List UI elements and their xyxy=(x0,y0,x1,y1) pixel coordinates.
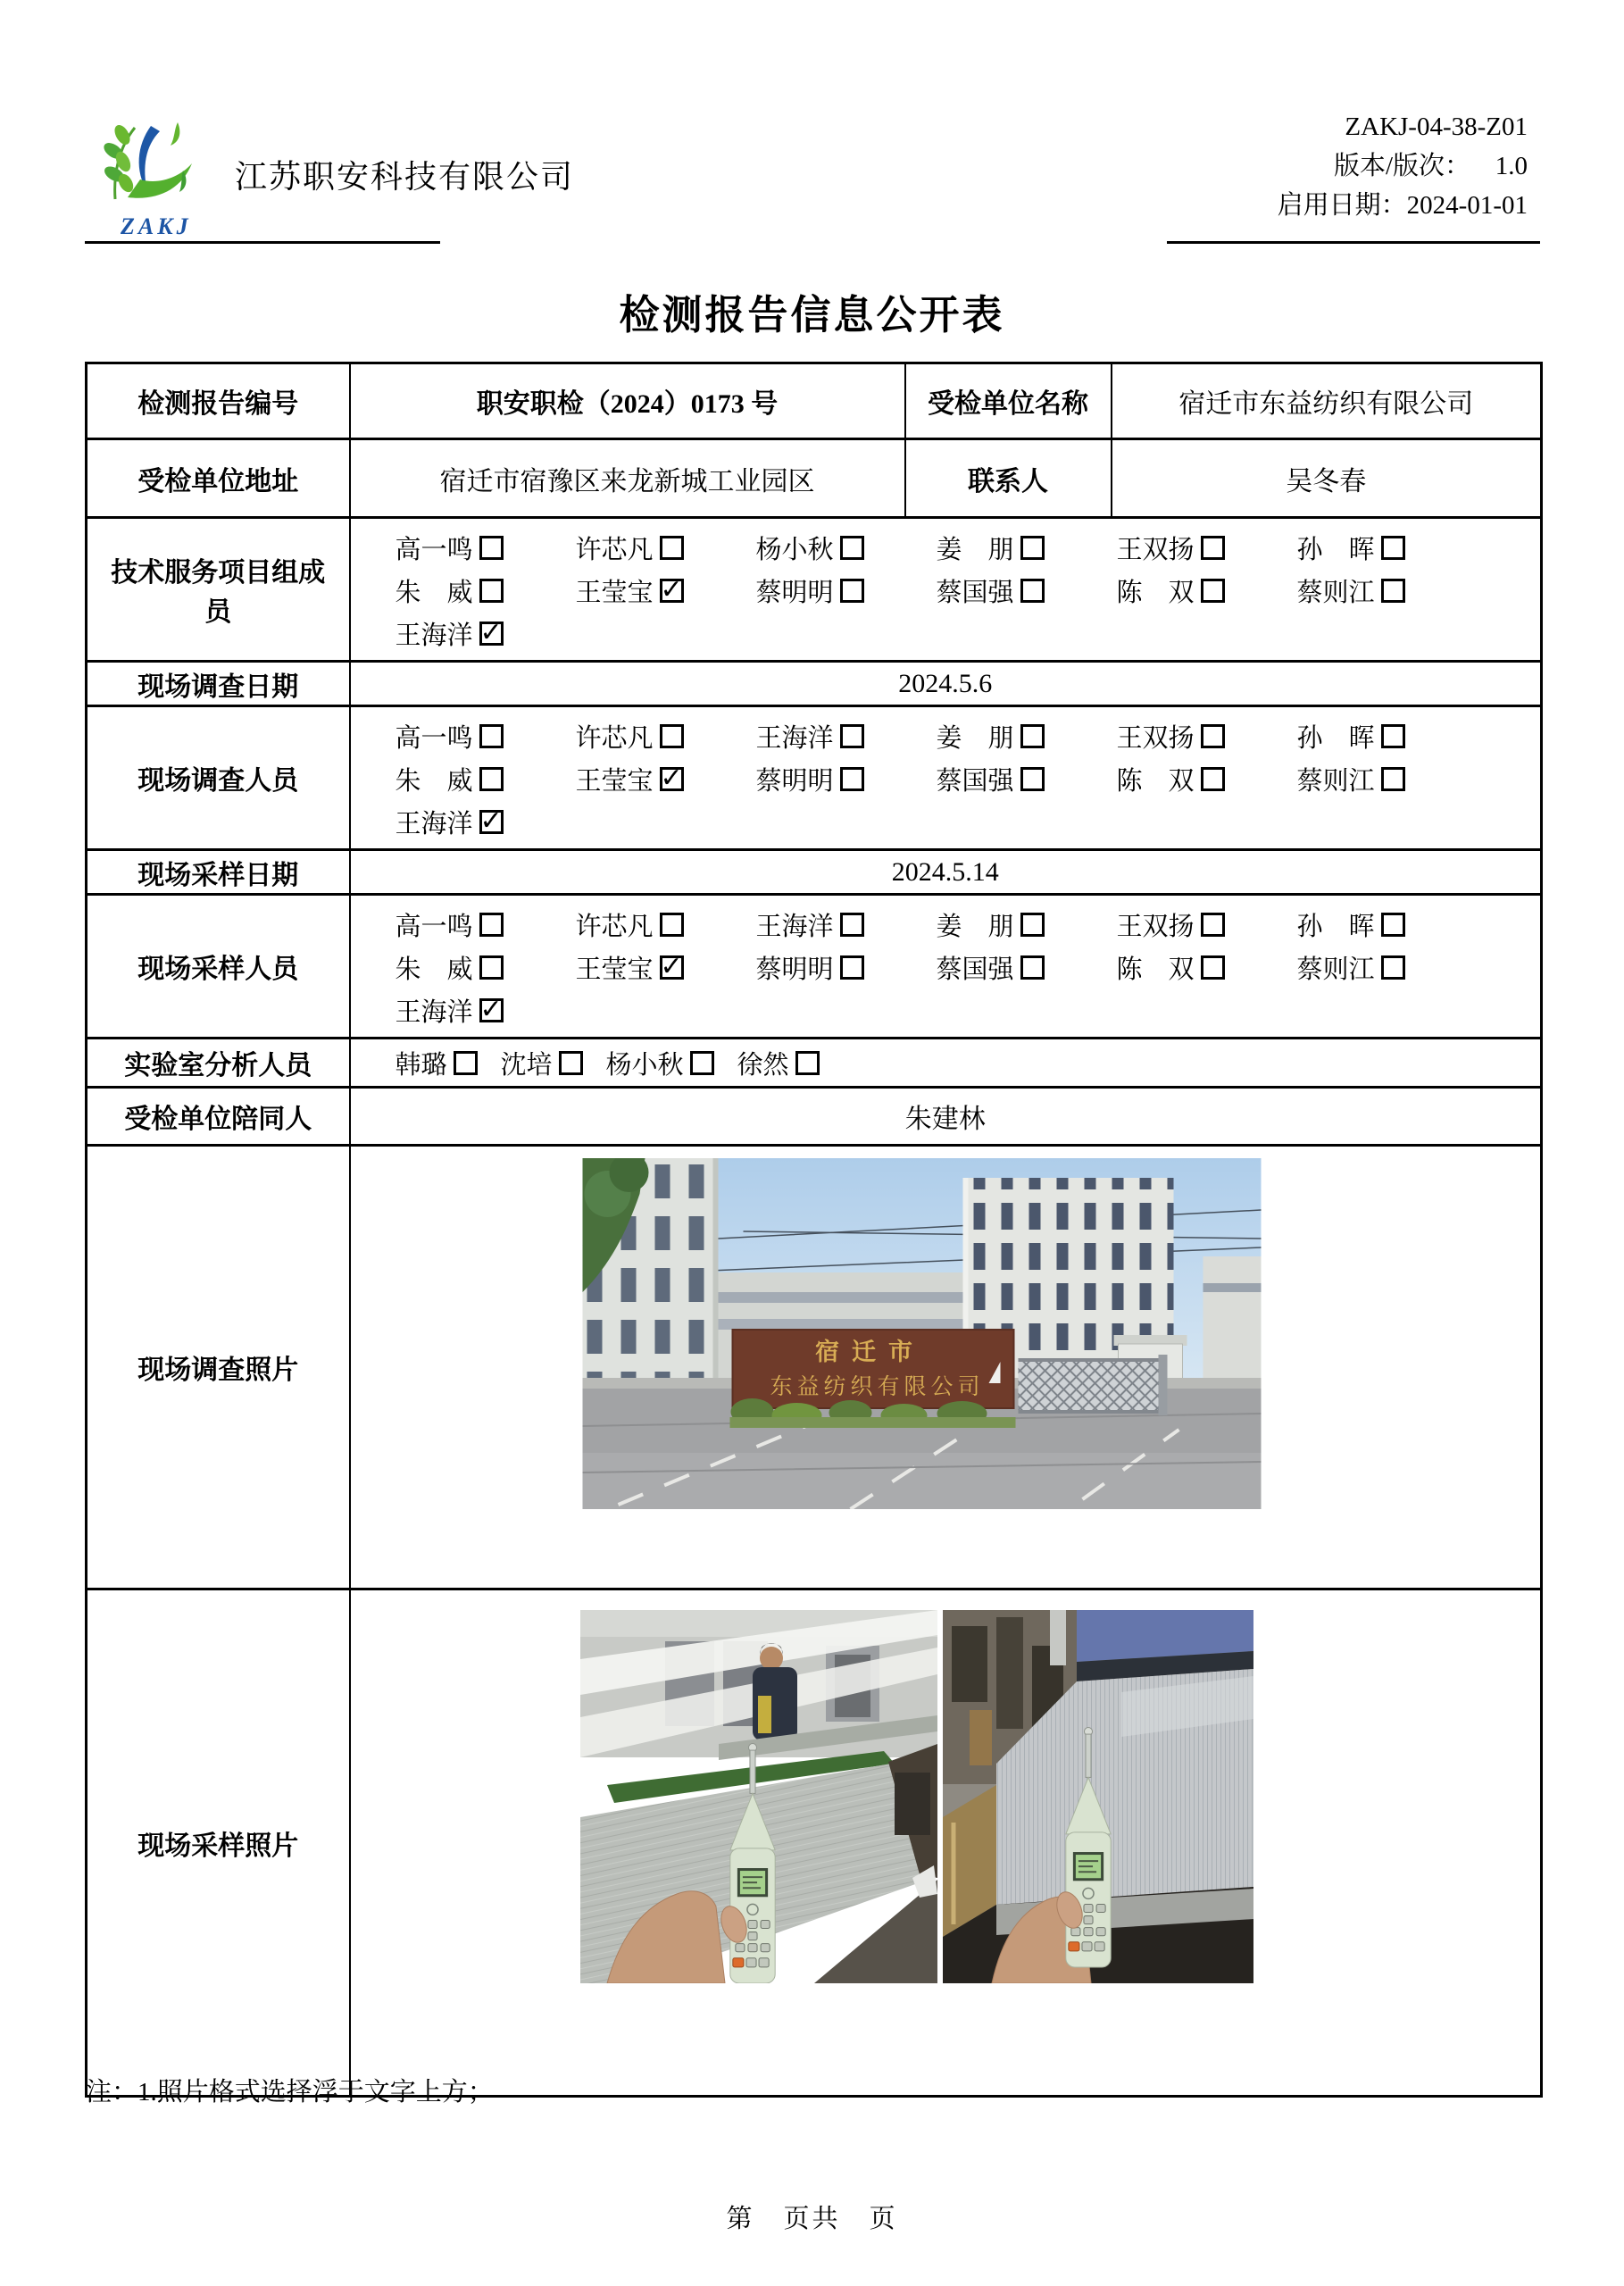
personnel-item xyxy=(1117,949,1297,986)
checkbox[interactable] xyxy=(479,724,504,748)
personnel-item xyxy=(937,572,1117,609)
personnel-item xyxy=(396,718,576,755)
survey-staff-label: 现场调查人员 xyxy=(87,706,350,850)
factory-sign-line2: 东益纺织有限公司 xyxy=(770,1375,985,1399)
personnel-item xyxy=(576,906,756,943)
person-name: 徐然 xyxy=(737,1050,789,1080)
checkbox[interactable] xyxy=(1381,913,1405,937)
personnel-item xyxy=(1297,761,1478,797)
person-name: 陈 双 xyxy=(1116,955,1195,984)
start-date-label: 启用日期： xyxy=(1277,191,1407,220)
person-name: 陈 双 xyxy=(1116,766,1195,796)
table-row xyxy=(87,1039,1542,1088)
sampling-date-value: 2024.5.14 xyxy=(350,850,1542,895)
personnel-item xyxy=(1117,761,1297,797)
table-row xyxy=(87,706,1542,850)
personnel-item xyxy=(756,572,937,609)
checkbox[interactable] xyxy=(559,1051,583,1075)
logo-text: ZAKJ xyxy=(121,213,192,239)
table-row xyxy=(87,439,1542,518)
personnel-item xyxy=(576,572,756,609)
checkbox[interactable] xyxy=(1201,579,1225,603)
person-name: 王海洋 xyxy=(395,997,473,1027)
checkbox[interactable]: ✓ xyxy=(479,617,503,648)
checkbox[interactable] xyxy=(479,536,504,560)
unit-name-value: 宿迁市东益纺织有限公司 xyxy=(1112,363,1542,439)
checkbox[interactable] xyxy=(479,913,504,937)
sampling-staff-label: 现场采样人员 xyxy=(87,895,350,1039)
version-value: 1.0 xyxy=(1495,152,1528,180)
checkbox[interactable] xyxy=(1201,767,1225,791)
doc-control-block xyxy=(1156,107,1540,225)
checkbox[interactable] xyxy=(1201,913,1225,937)
personnel-item xyxy=(396,761,576,797)
report-no-label: 检测报告编号 xyxy=(87,363,350,439)
personnel-item xyxy=(756,761,937,797)
version-label: 版本/版次： xyxy=(1333,152,1470,180)
personnel-item xyxy=(1297,530,1478,566)
person-name: 王莹宝 xyxy=(575,766,654,796)
person-name: 杨小秋 xyxy=(605,1050,684,1080)
person-name: 王莹宝 xyxy=(575,955,654,984)
personnel-item xyxy=(396,1045,478,1081)
personnel-item xyxy=(1117,530,1297,566)
checkbox[interactable] xyxy=(795,1051,820,1075)
personnel-item xyxy=(1297,718,1478,755)
checkbox-line xyxy=(396,526,1541,569)
checkbox[interactable] xyxy=(840,767,864,791)
person-name: 王海洋 xyxy=(395,809,473,838)
doc-code: ZAKJ-04-38-Z01 xyxy=(1345,113,1528,141)
person-name: 姜 朋 xyxy=(936,535,1014,564)
checkbox-line xyxy=(396,569,1541,612)
person-name: 蔡则江 xyxy=(1296,766,1375,796)
checkbox[interactable] xyxy=(1381,579,1405,603)
checkbox[interactable]: ✓ xyxy=(660,574,683,605)
person-name: 蔡明明 xyxy=(755,955,834,984)
person-name: 蔡国强 xyxy=(936,766,1014,796)
checkbox[interactable] xyxy=(840,913,864,937)
checkbox[interactable] xyxy=(1020,955,1045,980)
sampling-date-label: 现场采样日期 xyxy=(87,850,350,895)
personnel-item xyxy=(576,761,756,797)
checkbox[interactable] xyxy=(840,536,864,560)
checkbox-line xyxy=(396,946,1541,989)
report-info-table xyxy=(85,362,1543,2098)
personnel-item xyxy=(396,530,576,566)
person-name: 王海洋 xyxy=(395,621,473,650)
personnel-item xyxy=(606,1045,714,1081)
personnel-item xyxy=(1297,906,1478,943)
address-value: 宿迁市宿豫区来龙新城工业园区 xyxy=(350,439,905,518)
checkbox[interactable] xyxy=(479,955,504,980)
lab-staff-label: 实验室分析人员 xyxy=(87,1039,350,1088)
personnel-item xyxy=(756,530,937,566)
contact-value: 吴冬春 xyxy=(1112,439,1542,518)
personnel-item xyxy=(756,949,937,986)
checkbox[interactable] xyxy=(1381,536,1405,560)
sampling-staff-cell xyxy=(350,895,1542,1039)
person-name: 许芯凡 xyxy=(575,723,654,753)
person-name: 韩璐 xyxy=(395,1050,447,1080)
footnote: 注：1.照片格式选择浮于文字上方； xyxy=(86,2078,494,2107)
table-row xyxy=(87,518,1542,662)
person-name: 孙 晖 xyxy=(1296,723,1375,753)
personnel-item xyxy=(1117,718,1297,755)
companion-label: 受检单位陪同人 xyxy=(87,1088,350,1146)
person-name: 蔡则江 xyxy=(1296,955,1375,984)
person-name: 王海洋 xyxy=(755,723,834,753)
checkbox[interactable] xyxy=(840,724,864,748)
person-name: 王海洋 xyxy=(755,912,834,941)
person-name: 孙 晖 xyxy=(1296,912,1375,941)
doc-date-line xyxy=(1156,186,1528,225)
start-date-value: 2024-01-01 xyxy=(1406,191,1528,220)
page-title: 检测报告信息公开表 xyxy=(619,293,1005,338)
checkbox-line xyxy=(396,757,1541,800)
checkbox[interactable]: ✓ xyxy=(660,951,683,982)
checkbox[interactable] xyxy=(1201,955,1225,980)
personnel-item xyxy=(937,761,1117,797)
personnel-item xyxy=(937,718,1117,755)
person-name: 王双扬 xyxy=(1116,535,1195,564)
checkbox-line xyxy=(396,1041,1541,1084)
checkbox-line xyxy=(396,989,1541,1031)
checkbox[interactable] xyxy=(1381,955,1405,980)
person-name: 高一鸣 xyxy=(395,535,473,564)
person-name: 许芯凡 xyxy=(575,535,654,564)
personnel-item xyxy=(396,804,576,840)
personnel-item xyxy=(756,906,937,943)
checkbox[interactable] xyxy=(1020,767,1045,791)
personnel-item xyxy=(396,615,576,652)
team-members-cell xyxy=(350,518,1542,662)
checkbox-line xyxy=(396,903,1541,946)
table-row xyxy=(87,1088,1542,1146)
checkbox[interactable] xyxy=(660,536,684,560)
person-name: 沈培 xyxy=(500,1050,553,1080)
survey-date-label: 现场调查日期 xyxy=(87,662,350,706)
person-name: 朱 威 xyxy=(395,955,473,984)
table-row xyxy=(87,850,1542,895)
survey-date-value: 2024.5.6 xyxy=(350,662,1542,706)
table-row xyxy=(87,363,1542,439)
checkbox[interactable]: ✓ xyxy=(660,763,683,794)
sampling-photo-left xyxy=(580,1610,937,1983)
personnel-item xyxy=(756,718,937,755)
person-name: 蔡国强 xyxy=(936,578,1014,607)
checkbox[interactable] xyxy=(1020,913,1045,937)
checkbox[interactable] xyxy=(479,767,504,791)
logo-leaves-icon xyxy=(96,111,203,211)
checkbox[interactable] xyxy=(454,1051,478,1075)
checkbox[interactable] xyxy=(479,579,504,603)
factory-sign-line1: 宿迁市 xyxy=(815,1339,926,1365)
table-row xyxy=(87,895,1542,1039)
header-rule-right xyxy=(1167,241,1540,244)
page-header xyxy=(85,105,1540,246)
personnel-item xyxy=(1117,572,1297,609)
person-name: 高一鸣 xyxy=(395,912,473,941)
person-name: 朱 威 xyxy=(395,766,473,796)
checkbox[interactable] xyxy=(1381,767,1405,791)
person-name: 蔡明明 xyxy=(755,766,834,796)
personnel-item xyxy=(1117,906,1297,943)
checkbox[interactable] xyxy=(690,1051,714,1075)
page-footer: 第 页共 页 xyxy=(726,2205,898,2233)
person-name: 蔡则江 xyxy=(1296,578,1375,607)
doc-version-line xyxy=(1156,146,1528,186)
person-name: 陈 双 xyxy=(1116,578,1195,607)
person-name: 蔡明明 xyxy=(755,578,834,607)
checkbox-line xyxy=(396,612,1541,655)
personnel-item xyxy=(937,906,1117,943)
personnel-item xyxy=(501,1045,583,1081)
team-label: 技术服务项目组成员 xyxy=(87,518,350,662)
personnel-item xyxy=(576,718,756,755)
checkbox[interactable] xyxy=(1020,724,1045,748)
report-no-value: 职安职检（2024）0173 号 xyxy=(350,363,905,439)
contact-label: 联系人 xyxy=(905,439,1112,518)
personnel-item xyxy=(396,906,576,943)
personnel-item xyxy=(937,530,1117,566)
person-name: 许芯凡 xyxy=(575,912,654,941)
checkbox[interactable] xyxy=(1201,536,1225,560)
checkbox[interactable] xyxy=(1201,724,1225,748)
checkbox[interactable]: ✓ xyxy=(479,805,503,837)
personnel-item xyxy=(576,530,756,566)
survey-photo-label: 现场调查照片 xyxy=(87,1146,350,1589)
checkbox[interactable] xyxy=(1381,724,1405,748)
lab-staff-cell xyxy=(350,1039,1542,1088)
table-row xyxy=(87,662,1542,706)
person-name: 杨小秋 xyxy=(755,535,834,564)
person-name: 王双扬 xyxy=(1116,723,1195,753)
address-label: 受检单位地址 xyxy=(87,439,350,518)
personnel-item xyxy=(737,1045,820,1081)
personnel-item xyxy=(576,949,756,986)
checkbox[interactable] xyxy=(660,724,684,748)
company-name: 江苏职安科技有限公司 xyxy=(235,159,575,195)
unit-name-label: 受检单位名称 xyxy=(905,363,1112,439)
checkbox[interactable]: ✓ xyxy=(479,994,503,1025)
personnel-item xyxy=(396,949,576,986)
checkbox[interactable] xyxy=(1020,579,1045,603)
person-name: 蔡国强 xyxy=(936,955,1014,984)
checkbox[interactable] xyxy=(840,955,864,980)
checkbox-line xyxy=(396,800,1541,843)
personnel-item xyxy=(937,949,1117,986)
person-name: 朱 威 xyxy=(395,578,473,607)
checkbox[interactable] xyxy=(840,579,864,603)
survey-photo xyxy=(580,1158,1263,1509)
person-name: 姜 朋 xyxy=(936,723,1014,753)
checkbox[interactable] xyxy=(660,913,684,937)
person-name: 孙 晖 xyxy=(1296,535,1375,564)
person-name: 王莹宝 xyxy=(575,578,654,607)
person-name: 王双扬 xyxy=(1116,912,1195,941)
checkbox-line xyxy=(396,714,1541,757)
table-row xyxy=(87,1589,1542,2097)
person-name: 高一鸣 xyxy=(395,723,473,753)
personnel-item xyxy=(1297,572,1478,609)
companion-value: 朱建林 xyxy=(350,1088,1542,1146)
personnel-item xyxy=(396,992,576,1029)
checkbox[interactable] xyxy=(1020,536,1045,560)
person-name: 姜 朋 xyxy=(936,912,1014,941)
sampling-photo-label: 现场采样照片 xyxy=(87,1589,350,2097)
sampling-photo-right xyxy=(943,1610,1253,1983)
survey-staff-cell xyxy=(350,706,1542,850)
personnel-item xyxy=(396,572,576,609)
personnel-item xyxy=(1297,949,1478,986)
survey-photo-cell xyxy=(350,1146,1542,1589)
sampling-photo-pair xyxy=(580,1610,1253,1983)
sampling-photo-cell xyxy=(350,1589,1542,2097)
company-logo xyxy=(96,111,256,240)
header-rule-left xyxy=(85,241,440,244)
table-row xyxy=(87,1146,1542,1589)
